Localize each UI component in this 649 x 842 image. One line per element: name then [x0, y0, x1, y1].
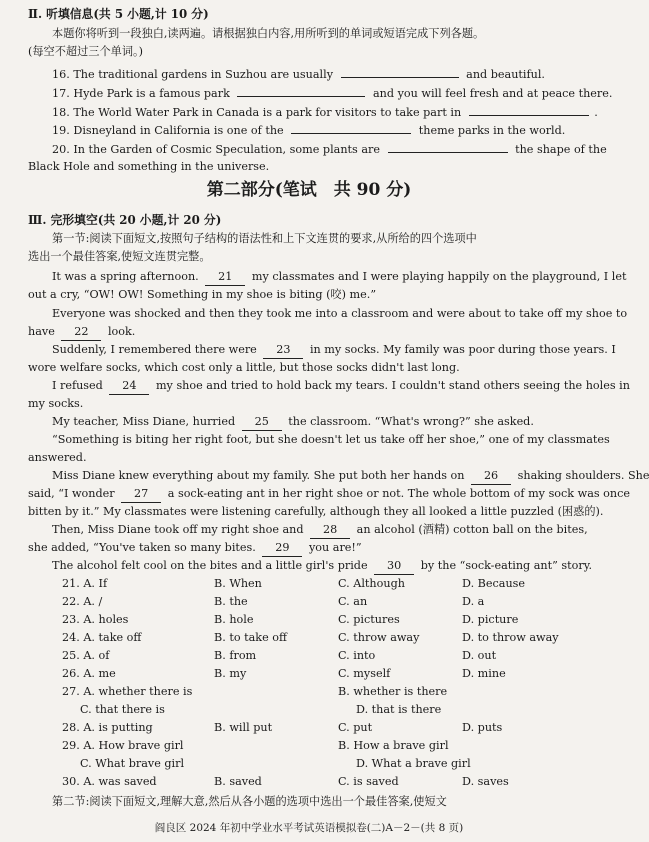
- option-27-c[interactable]: C. that there is: [80, 703, 165, 716]
- option-27-b[interactable]: B. whether is there: [338, 685, 448, 698]
- question-16-text-end: and beautiful.: [466, 68, 545, 81]
- passage-text: I refused: [52, 379, 103, 392]
- blank-27[interactable]: 27: [121, 486, 161, 503]
- passage-line: [52, 558, 592, 575]
- passage-line: my socks.: [28, 397, 84, 410]
- question-20-text: 20. In the Garden of Cosmic Speculation, some plants are: [52, 143, 380, 156]
- blank-25[interactable]: 25: [242, 414, 282, 431]
- page-footer: 阎良区 2024 年初中学业水平考试英语模拟卷(二)A－2－(共 8 页): [154, 822, 464, 834]
- option-29-b[interactable]: B. How a brave girl: [338, 739, 449, 752]
- passage-text: shaking shoulders. She: [517, 469, 649, 482]
- passage-text: you are!”: [308, 541, 362, 554]
- option-27-d[interactable]: D. that is there: [356, 703, 442, 716]
- passage-line: [52, 522, 588, 539]
- blank-30[interactable]: 30: [374, 558, 414, 575]
- option-26-c[interactable]: C. myself: [338, 667, 391, 680]
- section-2-instruction: 本题你将听到一段独白,读两遍。请根据独白内容,用所听到的单词或短语完成下列各题。: [52, 27, 485, 40]
- option-25-c[interactable]: C. into: [338, 649, 376, 662]
- option-25-a[interactable]: 25. A. of: [62, 649, 110, 662]
- passage-text: my shoe and tried to hold back my tears. I couldn't stand others seeing the holes in: [155, 379, 630, 392]
- section-3-instruction: 第一节:阅读下面短文,按照句子结构的语法性和上下文连贯的要求,从所给的四个选项中: [52, 232, 477, 245]
- section-2-heading: Ⅱ. 听填信息(共 5 小题,计 10 分): [28, 7, 209, 21]
- option-23-d[interactable]: D. picture: [462, 613, 519, 626]
- passage-text: a sock-eating ant in her right shoe or not. The whole bottom of my sock was once: [167, 487, 631, 500]
- passage-line: [28, 540, 362, 557]
- question-17-text: 17. Hyde Park is a famous park: [52, 87, 230, 100]
- option-28-b[interactable]: B. will put: [214, 721, 273, 734]
- passage-line: [52, 414, 534, 431]
- answer-blank-17[interactable]: [237, 85, 365, 97]
- answer-blank-16[interactable]: [341, 66, 459, 78]
- question-17: [52, 85, 612, 102]
- part-2-title: 第二部分(笔试 共 90 分): [206, 180, 412, 200]
- option-26-a[interactable]: 26. A. me: [62, 667, 116, 680]
- question-18: [52, 104, 598, 121]
- passage-text: It was a spring afternoon.: [52, 270, 199, 283]
- question-20-continued: Black Hole and something in the universe.: [28, 160, 270, 173]
- question-16-text: 16. The traditional gardens in Suzhou are usually: [52, 68, 334, 81]
- option-24-b[interactable]: B. to take off: [214, 631, 287, 644]
- option-24-a[interactable]: 24. A. take off: [62, 631, 142, 644]
- answer-blank-19[interactable]: [291, 122, 411, 134]
- passage-text: My teacher, Miss Diane, hurried: [52, 415, 236, 428]
- passage-line: [28, 486, 630, 503]
- option-30-c[interactable]: C. is saved: [338, 775, 399, 788]
- option-30-d[interactable]: D. saves: [462, 775, 509, 788]
- option-22-b[interactable]: B. the: [214, 595, 248, 608]
- option-25-b[interactable]: B. from: [214, 649, 257, 662]
- option-21-b[interactable]: B. When: [214, 577, 262, 590]
- question-18-text-end: .: [594, 106, 598, 119]
- option-29-a[interactable]: 29. A. How brave girl: [62, 739, 184, 752]
- section-3-heading: Ⅲ. 完形填空(共 20 小题,计 20 分): [28, 213, 222, 227]
- option-24-c[interactable]: C. throw away: [338, 631, 420, 644]
- option-28-a[interactable]: 28. A. is putting: [62, 721, 153, 734]
- blank-22[interactable]: 22: [61, 324, 101, 341]
- passage-text: look.: [107, 325, 136, 338]
- option-22-a[interactable]: 22. A. /: [62, 595, 103, 608]
- blank-21[interactable]: 21: [205, 269, 245, 286]
- blank-24[interactable]: 24: [109, 378, 149, 395]
- blank-29[interactable]: 29: [262, 540, 302, 557]
- question-17-text-end: and you will feel fresh and at peace there.: [372, 87, 613, 100]
- passage-text: an alcohol (酒精) cotton ball on the bites,: [356, 523, 588, 536]
- question-19-text: 19. Disneyland in California is one of the: [52, 124, 284, 137]
- option-23-a[interactable]: 23. A. holes: [62, 613, 129, 626]
- question-20-text-end: the shape of the: [515, 143, 607, 156]
- question-18-text: 18. The World Water Park in Canada is a park for visitors to take part in: [52, 106, 462, 119]
- passage-text: Then, Miss Diane took off my right shoe and: [52, 523, 304, 536]
- option-22-d[interactable]: D. a: [462, 595, 485, 608]
- option-24-d[interactable]: D. to throw away: [462, 631, 559, 644]
- passage-text: said, “I wonder: [28, 487, 115, 500]
- question-19-text-end: theme parks in the world.: [418, 124, 566, 137]
- section-3-part-2-instruction: 第二节:阅读下面短文,理解大意,然后从各小题的选项中选出一个最佳答案,使短文: [52, 795, 447, 808]
- blank-28[interactable]: 28: [310, 522, 350, 539]
- passage-text: in my socks. My family was poor during those years. I: [309, 343, 616, 356]
- passage-text: my classmates and I were playing happily on the playground, I let: [251, 270, 627, 283]
- passage-line: [52, 378, 630, 395]
- option-21-c[interactable]: C. Although: [338, 577, 405, 590]
- section-3-instruction-cont: 选出一个最佳答案,使短文连贯完整。: [28, 250, 211, 263]
- passage-line: Everyone was shocked and then they took me into a classroom and were about to take off my shoe to: [52, 307, 628, 320]
- passage-text: The alcohol felt cool on the bites and a little girl's pride: [52, 559, 368, 572]
- option-27-a[interactable]: 27. A. whether there is: [62, 685, 193, 698]
- option-21-a[interactable]: 21. A. If: [62, 577, 108, 590]
- question-19: [52, 122, 565, 139]
- passage-line: wore welfare socks, which cost only a little, but those socks didn't last long.: [28, 361, 460, 374]
- answer-blank-20[interactable]: [388, 141, 508, 153]
- option-28-c[interactable]: C. put: [338, 721, 373, 734]
- option-29-d[interactable]: D. What a brave girl: [356, 757, 471, 770]
- blank-26[interactable]: 26: [471, 468, 511, 485]
- option-23-c[interactable]: C. pictures: [338, 613, 400, 626]
- option-21-d[interactable]: D. Because: [462, 577, 526, 590]
- passage-line: bitten by it.” My classmates were listening carefully, although they all looked a little puzzled (困惑的).: [28, 505, 604, 518]
- blank-23[interactable]: 23: [263, 342, 303, 359]
- option-29-c[interactable]: C. What brave girl: [80, 757, 185, 770]
- passage-text: she added, “You've taken so many bites.: [28, 541, 256, 554]
- passage-line: [52, 468, 649, 485]
- passage-text: by the “sock-eating ant” story.: [420, 559, 593, 572]
- option-26-b[interactable]: B. my: [214, 667, 247, 680]
- section-2-instruction-note: (每空不超过三个单词。): [28, 45, 144, 58]
- passage-text: have: [28, 325, 55, 338]
- passage-line: answered.: [28, 451, 87, 464]
- answer-blank-18[interactable]: [469, 104, 589, 116]
- passage-line: “Something is biting her right foot, but she doesn't let us take off her shoe,” one of my classmates: [52, 433, 610, 446]
- question-16: [52, 66, 545, 83]
- passage-text: the classroom. “What's wrong?” she asked.: [288, 415, 534, 428]
- option-26-d[interactable]: D. mine: [462, 667, 506, 680]
- option-22-c[interactable]: C. an: [338, 595, 368, 608]
- passage-text: Suddenly, I remembered there were: [52, 343, 257, 356]
- question-20: [52, 141, 607, 158]
- passage-line: [52, 342, 616, 359]
- passage-line: [52, 269, 626, 286]
- option-30-a[interactable]: 30. A. was saved: [62, 775, 157, 788]
- passage-line: out a cry, “OW! OW! Something in my shoe is biting (咬) me.”: [28, 288, 377, 301]
- option-25-d[interactable]: D. out: [462, 649, 497, 662]
- passage-line: [28, 324, 135, 341]
- option-28-d[interactable]: D. puts: [462, 721, 503, 734]
- option-30-b[interactable]: B. saved: [214, 775, 262, 788]
- passage-text: Miss Diane knew everything about my family. She put both her hands on: [52, 469, 465, 482]
- option-23-b[interactable]: B. hole: [214, 613, 254, 626]
